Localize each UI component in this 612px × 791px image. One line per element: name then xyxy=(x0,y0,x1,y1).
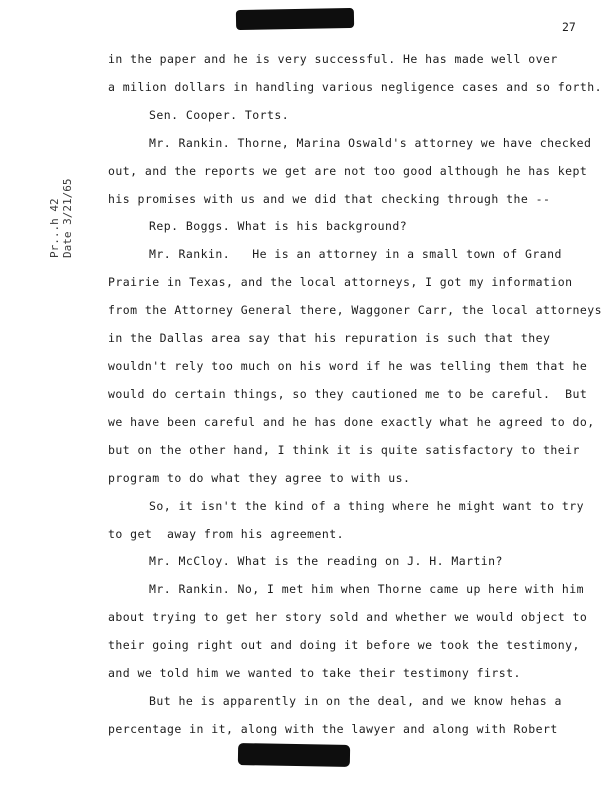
text-line-23: and we told him we wanted to take their testimony first. xyxy=(108,666,521,680)
text-line-22: their going right out and doing it before we took the testimony, xyxy=(108,638,580,652)
margin-note-line-2: Date 3/21/65 xyxy=(61,178,74,258)
text-line-16: program to do what they agree to with us. xyxy=(108,471,411,485)
page-number: 27 xyxy=(562,20,576,34)
text-line-24: But he is apparently in on the deal, and we know hehas a xyxy=(149,694,562,708)
text-line-13: would do certain things, so they cautioned me to be careful. But xyxy=(108,387,588,401)
text-line-14: we have been careful and he has done exactly what he agreed to do, xyxy=(108,415,595,429)
text-line-20: Mr. Rankin. No, I met him when Thorne came up here with him xyxy=(149,582,585,596)
text-line-08: Mr. Rankin. He is an attorney in a small town of Grand xyxy=(149,247,562,261)
text-line-03: Sen. Cooper. Torts. xyxy=(149,108,290,122)
text-line-18: to get away from his agreement. xyxy=(108,527,344,541)
text-line-12: wouldn't rely too much on his word if he was telling them that he xyxy=(108,359,588,373)
text-line-05: out, and the reports we get are not too good although he has kept xyxy=(108,164,588,178)
text-line-01: in the paper and he is very successful. He has made well over xyxy=(108,52,558,66)
text-line-09: Prairie in Texas, and the local attorneys, I got my information xyxy=(108,275,573,289)
text-line-10: from the Attorney General there, Waggoner Carr, the local attorneys xyxy=(108,303,603,317)
text-line-21: about trying to get her story sold and whether we would object to xyxy=(108,610,588,624)
margin-handwritten-note xyxy=(48,179,74,258)
text-line-19: Mr. McCloy. What is the reading on J. H. Martin? xyxy=(149,554,503,568)
text-line-02: a milion dollars in handling various negligence cases and so forth. xyxy=(108,80,603,94)
text-line-07: Rep. Boggs. What is his background? xyxy=(149,219,408,233)
text-line-04: Mr. Rankin. Thorne, Marina Oswald's attorney we have checked xyxy=(149,136,592,150)
redaction-bar-top xyxy=(236,8,354,30)
text-line-17: So, it isn't the kind of a thing where he might want to try xyxy=(149,499,585,513)
text-line-06: his promises with us and we did that checking through the -- xyxy=(108,192,551,206)
text-line-25: percentage in it, along with the lawyer and along with Robert xyxy=(108,722,558,736)
redaction-bar-bottom xyxy=(238,743,350,767)
text-line-15: but on the other hand, I think it is quite satisfactory to their xyxy=(108,443,580,457)
text-line-11: in the Dallas area say that his repuration is such that they xyxy=(108,331,551,345)
margin-note-line-1: Pr...h 42 xyxy=(48,198,61,258)
